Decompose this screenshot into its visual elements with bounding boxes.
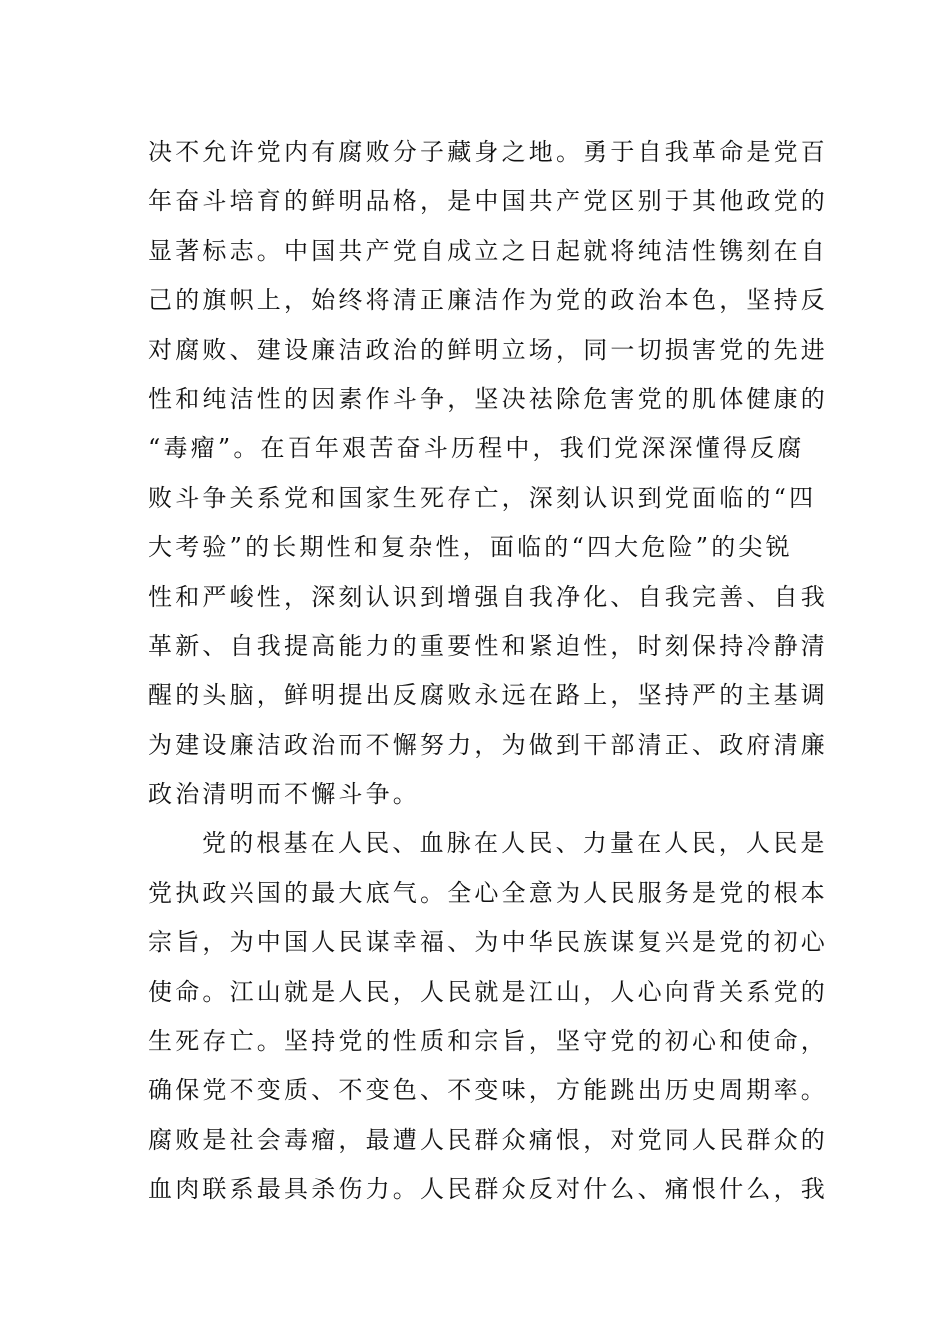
text-line: 生死存亡。坚持党的性质和宗旨，坚守党的初心和使命， [148,1027,828,1056]
text-line: 己的旗帜上，始终将清正廉洁作为党的政治本色，坚持反 [148,286,828,315]
text-line: 确保党不变质、不变色、不变味，方能跳出历史周期率。 [148,1076,828,1105]
document-body [148,128,828,1215]
text-line: 血肉联系最具杀伤力。人民群众反对什么、痛恨什么，我 [148,1175,828,1204]
text-line: 宗旨，为中国人民谋幸福、为中华民族谋复兴是党的初心 [148,928,828,957]
text-line: “毒瘤”。在百年艰苦奋斗历程中，我们党深深懂得反腐 [148,434,805,463]
text-line: 决不允许党内有腐败分子藏身之地。勇于自我革命是党百 [148,138,828,166]
text-line: 为建设廉洁政治而不懈努力，为做到干部清正、政府清廉 [148,730,828,759]
paragraph-start-line: 党的根基在人民、血脉在人民、力量在人民，人民是 [202,829,828,858]
text-line: 腐败是社会毒瘤，最遭人民群众痛恨，对党同人民群众的 [148,1125,828,1154]
text-line: 大考验”的长期性和复杂性，面临的“四大危险”的尖锐 [148,533,793,562]
text-line: 年奋斗培育的鲜明品格，是中国共产党区别于其他政党的 [148,187,828,216]
text-line: 醒的头脑，鲜明提出反腐败永远在路上，坚持严的主基调 [148,681,828,710]
text-line: 显著标志。中国共产党自成立之日起就将纯洁性镌刻在自 [148,236,828,265]
text-line: 对腐败、建设廉洁政治的鲜明立场，同一切损害党的先进 [148,335,828,364]
text-line: 政治清明而不懈斗争。 [148,780,420,809]
text-line: 党执政兴国的最大底气。全心全意为人民服务是党的根本 [148,878,828,907]
text-line: 败斗争关系党和国家生死存亡，深刻认识到党面临的“四 [148,483,817,512]
text-line: 性和纯洁性的因素作斗争，坚决祛除危害党的肌体健康的 [148,384,828,413]
text-line: 革新、自我提高能力的重要性和紧迫性，时刻保持冷静清 [148,631,828,660]
text-line: 使命。江山就是人民，人民就是江山，人心向背关系党的 [148,977,828,1006]
text-line: 性和严峻性，深刻认识到增强自我净化、自我完善、自我 [148,582,828,611]
